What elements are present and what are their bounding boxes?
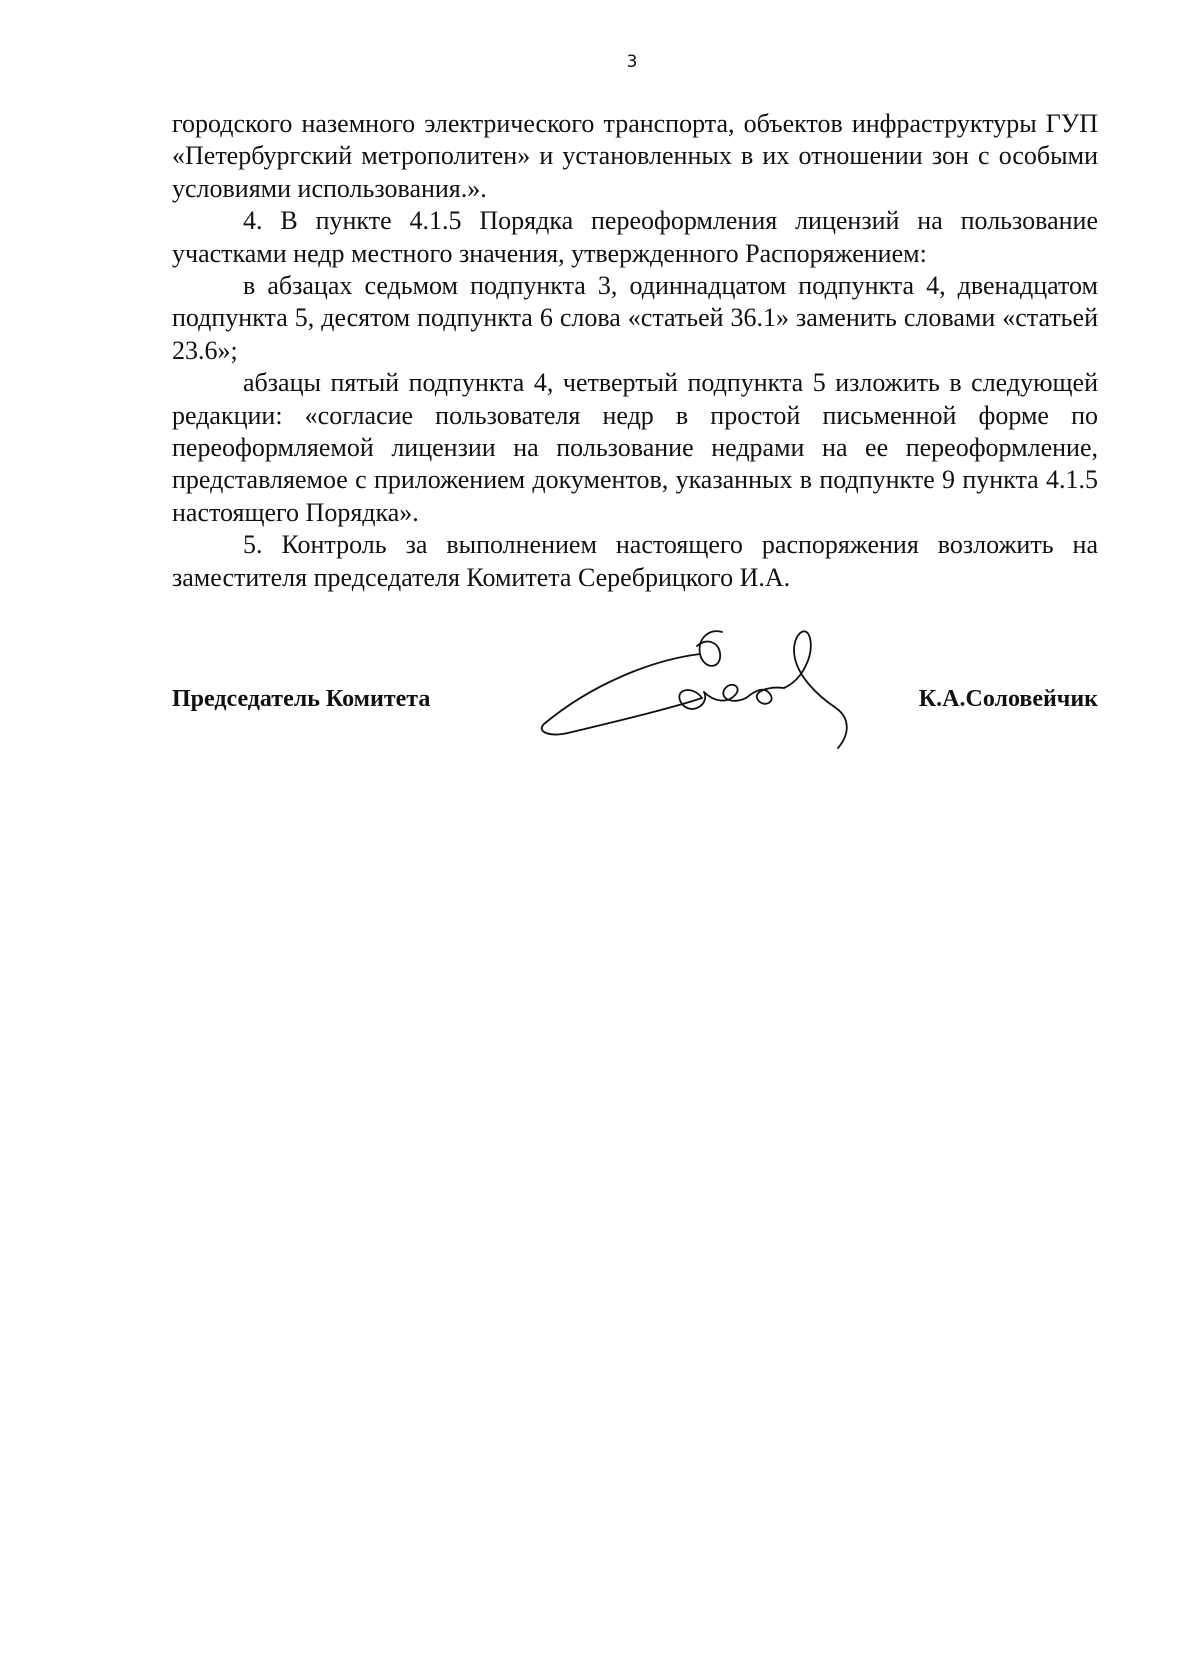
paragraph-item-5: 5. Контроль за выполнением настоящего распоряжения возложить на заместителя председателя Комитета Серебрицкого И.А. bbox=[172, 530, 1098, 592]
signer-title: Председатель Комитета bbox=[172, 686, 431, 712]
paragraph-item-4-new-wording: абзацы пятый подпункта 4, четвертый подпункта 5 изложить в следующей редакции: «согласие пользователя недр в простой письменной форме по переоформляемой лицензии на пользование недрами на ее переоформление, представляемое с приложением документов, указанных в подпункте 9 пункта 4.1.5 настоящего Порядка». bbox=[172, 368, 1098, 527]
page-number: 3 bbox=[626, 52, 638, 72]
paragraph-continuation: городского наземного электрического транспорта, объектов инфраструктуры ГУП «Петербургский метрополитен» и установленных в их отношении зон с особыми условиями использования.». bbox=[172, 109, 1098, 203]
signature-block bbox=[172, 620, 1098, 780]
paragraph-item-4: 4. В пункте 4.1.5 Порядка переоформления лицензий на пользование участками недр местного значения, утвержденного Распоряжением: bbox=[172, 206, 1098, 268]
document-body bbox=[172, 108, 1098, 594]
paragraph-item-4-replace-words: в абзацах седьмом подпункта 3, одиннадцатом подпункта 4, двенадцатом подпункта 5, десятом подпункта 6 слова «статьей 36.1» заменить словами «статьей 23.6»; bbox=[172, 271, 1098, 365]
handwritten-signature bbox=[532, 620, 852, 780]
signer-name: К.А.Соловейчик bbox=[918, 686, 1098, 712]
